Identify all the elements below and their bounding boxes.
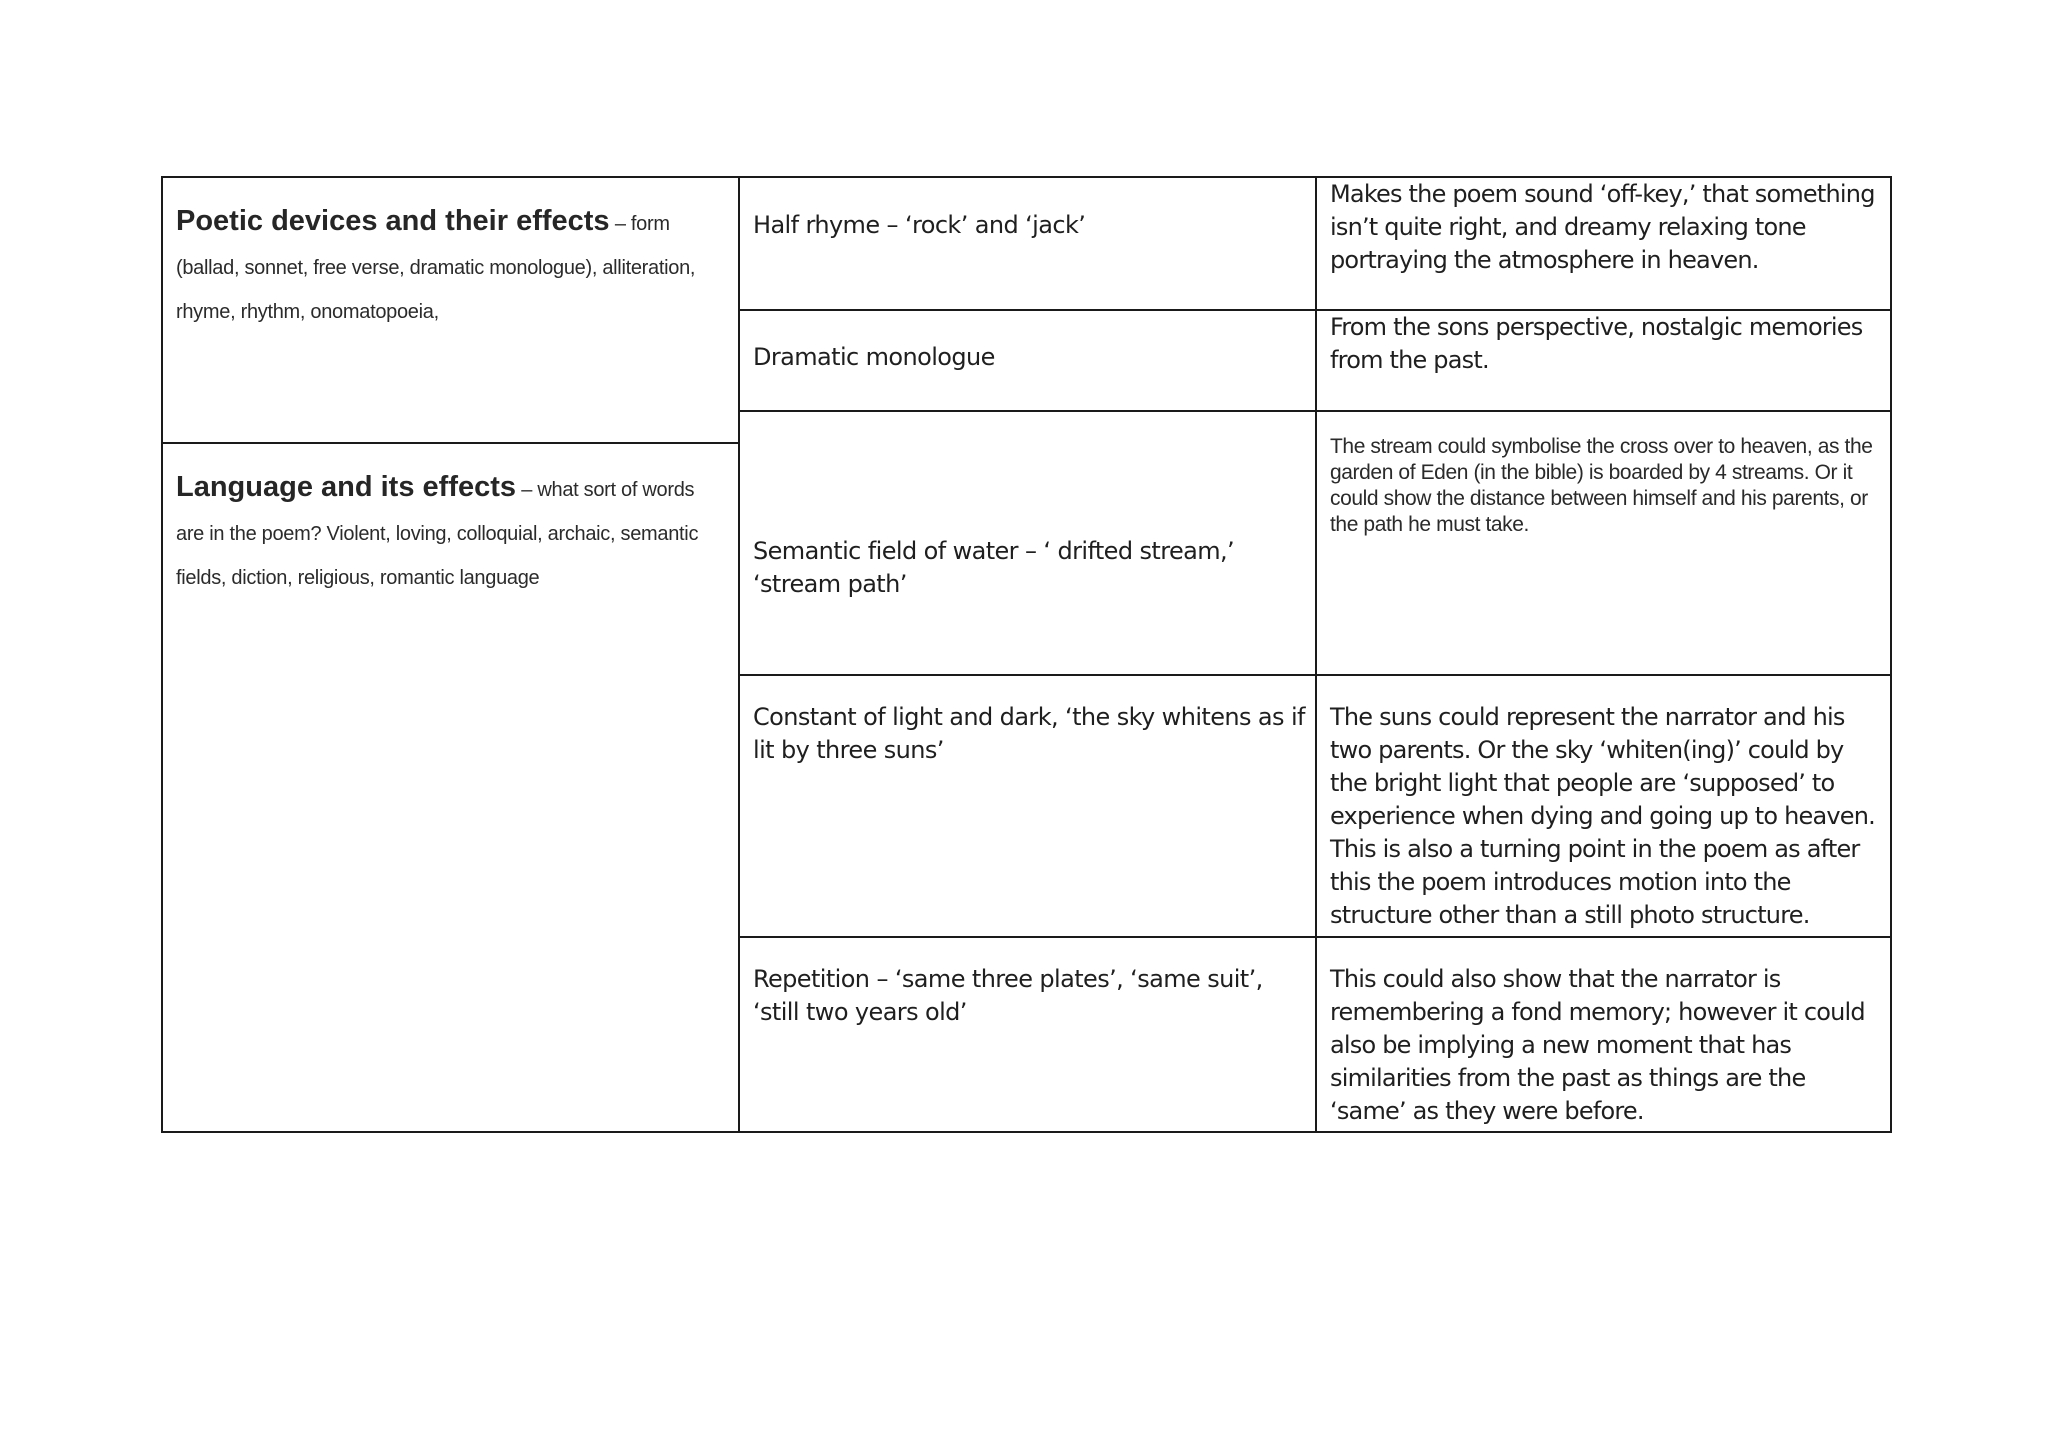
device-cell [740,412,1315,674]
language-description: – what sort of words are in the poem? Violent, loving, colloquial, archaic, semantic fields, diction, religious, romantic language [176,479,699,589]
effect-text: This could also show that the narrator is remembering a fond memory; however it could also be implying a new moment that has similarities from the past as things are the ‘same’ as they were before. [1330,965,1865,1125]
device-text: Constant of light and dark, ‘the sky whitens as if lit by three suns’ [753,703,1305,764]
device-text: Half rhyme – ‘rock’ and ‘jack’ [753,211,1086,239]
device-cell [740,311,1315,410]
poetic-devices-description: – form (ballad, sonnet, free verse, dramatic monologue), alliteration, rhyme, rhythm, onomatopoeia, [176,213,696,323]
effect-cell [1317,178,1890,309]
device-text: Dramatic monologue [753,343,995,371]
poetic-devices-cell [163,178,738,442]
effect-cell [1317,938,1890,1133]
device-cell [740,676,1315,936]
analysis-table [161,176,1892,1133]
language-effects-cell [163,444,738,1133]
effect-text: Makes the poem sound ‘off-key,’ that something isn’t quite right, and dreamy relaxing tone portraying the atmosphere in heaven. [1330,180,1875,274]
effect-text: From the sons perspective, nostalgic memories from the past. [1330,313,1863,374]
effect-text: The suns could represent the narrator and his two parents. Or the sky ‘whiten(ing)’ could by the bright light that people are ‘supposed’ to experience when dying and going up to heaven. This is also a turning point in the poem as after this the poem introduces motion into the structure other than a still photo structure. [1330,703,1876,929]
device-text: Repetition – ‘same three plates’, ‘same suit’, ‘still two years old’ [753,965,1263,1026]
effect-text: The stream could symbolise the cross over to heaven, as the garden of Eden (in the bible) is boarded by 4 streams. Or it could show the distance between himself and his parents, or the path he must take. [1330,435,1873,536]
device-cell [740,938,1315,1133]
effect-cell [1317,676,1890,936]
effect-cell [1317,412,1890,674]
device-cell [740,178,1315,309]
effect-cell [1317,311,1890,410]
poetic-devices-heading: Poetic devices and their effects [176,205,610,237]
language-heading: Language and its effects [176,471,517,503]
device-text: Semantic field of water – ‘ drifted stream,’ ‘stream path’ [753,537,1235,598]
